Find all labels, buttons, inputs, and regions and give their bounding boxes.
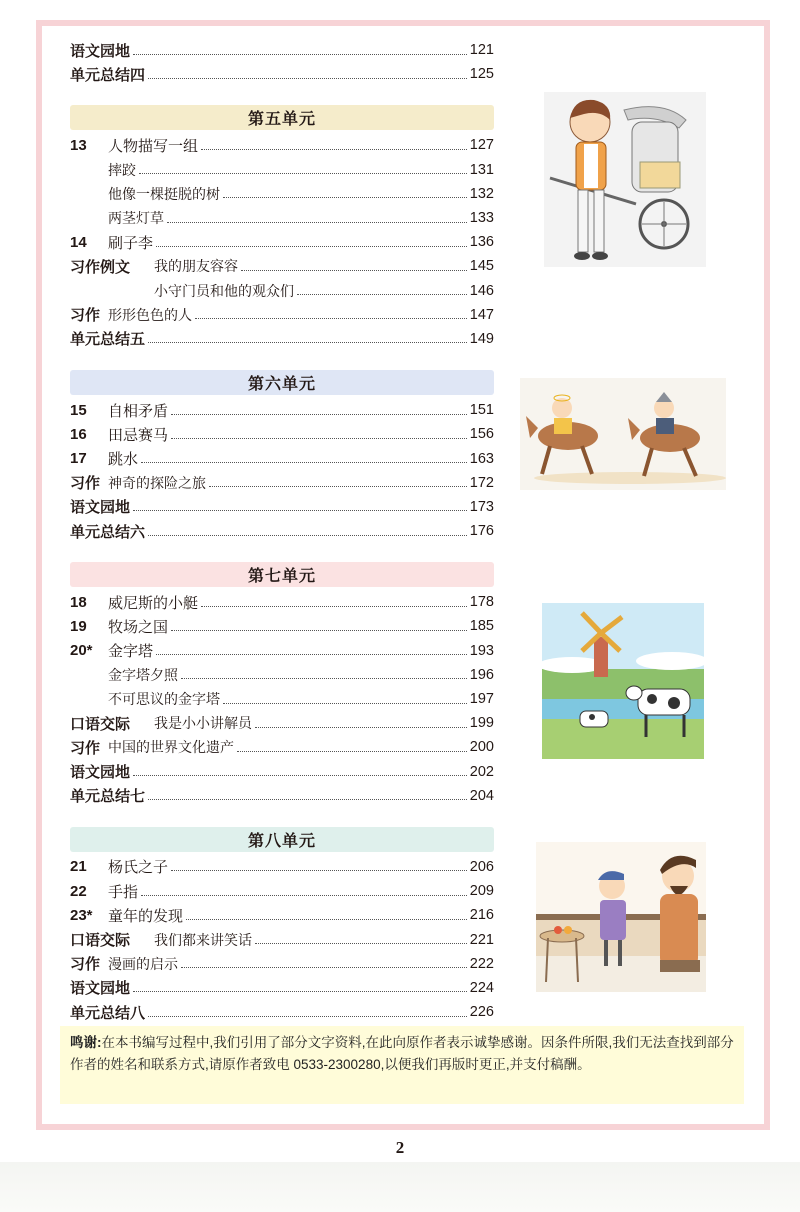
- unit-heading: 第五单元: [70, 105, 494, 130]
- page-ref: 133: [469, 210, 494, 227]
- windmill-pasture-illustration: [542, 603, 704, 759]
- toc-entry: [70, 687, 494, 711]
- lesson-number: 13: [70, 136, 87, 154]
- toc-entry: [70, 976, 494, 1000]
- dot-leader: [186, 919, 467, 920]
- dot-leader: [156, 246, 467, 247]
- toc-entry: [70, 38, 494, 62]
- lesson-title: 跳水: [108, 451, 139, 469]
- toc-entry: [70, 855, 494, 879]
- page-ref: 147: [469, 306, 494, 323]
- unit-heading: 第七单元: [70, 562, 494, 587]
- page-ref: 176: [469, 523, 494, 540]
- dot-leader: [148, 799, 467, 800]
- page-ref: 145: [469, 258, 494, 275]
- section-title: 中国的世界文化遗产: [108, 740, 234, 757]
- section-label: 口语交际: [70, 715, 131, 733]
- section-label: 语文园地: [70, 764, 131, 782]
- lesson-number: 17: [70, 450, 87, 468]
- dot-leader: [139, 173, 467, 174]
- dot-leader: [141, 895, 467, 896]
- yang-son-illustration: [536, 842, 706, 992]
- toc-entry: [70, 639, 494, 663]
- dot-leader: [297, 294, 467, 295]
- dot-leader: [181, 678, 467, 679]
- lesson-number: 21: [70, 858, 87, 876]
- dot-leader: [201, 149, 467, 150]
- dot-leader: [241, 270, 467, 271]
- page-ref: 127: [469, 137, 494, 154]
- dot-leader: [195, 318, 467, 319]
- rickshaw-illustration: [544, 92, 706, 267]
- page-ref: 146: [469, 282, 494, 299]
- dot-leader: [133, 991, 467, 992]
- spacer: [70, 86, 494, 99]
- dot-leader: [133, 775, 467, 776]
- dot-leader: [141, 462, 467, 463]
- page-ref: 196: [469, 666, 494, 683]
- section-title: 漫画的启示: [108, 956, 178, 973]
- lesson-title: 人物描写一组: [108, 137, 199, 155]
- page-ref: 136: [469, 234, 494, 251]
- toc-entry: [70, 519, 494, 543]
- toc-entry: [70, 760, 494, 784]
- page-ref: 178: [469, 594, 494, 611]
- toc-entry: [70, 230, 494, 254]
- page-ref: 200: [469, 739, 494, 756]
- page-ref: 185: [469, 618, 494, 635]
- footer-shade: [0, 1162, 800, 1212]
- lesson-title: 牧场之国: [108, 618, 169, 636]
- section-label: 习作: [70, 307, 101, 325]
- toc-entry: [70, 182, 494, 206]
- toc-entry: [70, 927, 494, 951]
- sub-lesson-title: 不可思议的金字塔: [108, 692, 220, 709]
- page-ref: 226: [469, 1004, 494, 1021]
- lesson-number: 20*: [70, 642, 93, 660]
- page-ref: 172: [469, 474, 494, 491]
- section-label: 习作: [70, 739, 101, 757]
- ack-label: 鸣谢:: [70, 1035, 102, 1050]
- page-ref: 197: [469, 691, 494, 708]
- page-ref: 131: [469, 161, 494, 178]
- unit-heading: 第六单元: [70, 370, 494, 395]
- section-label: 习作: [70, 475, 101, 493]
- toc-entry: [70, 446, 494, 470]
- toc-entry: [70, 614, 494, 638]
- section-title: 我们都来讲笑话: [154, 932, 252, 949]
- page-ref: 156: [469, 426, 494, 443]
- page-ref: 149: [469, 330, 494, 347]
- page-ref: 221: [469, 931, 494, 948]
- toc-entry: [70, 327, 494, 351]
- dot-leader: [171, 414, 467, 415]
- table-of-contents: [70, 38, 494, 1024]
- page-ref: 224: [469, 979, 494, 996]
- lesson-title: 金字塔: [108, 643, 154, 661]
- lesson-title: 杨氏之子: [108, 859, 169, 877]
- toc-entry: [70, 711, 494, 735]
- spacer: [70, 543, 494, 556]
- toc-entry: [70, 279, 494, 303]
- sub-lesson-title: 他像一棵挺脱的树: [108, 186, 220, 203]
- section-label: 语文园地: [70, 42, 131, 60]
- toc-entry: [70, 663, 494, 687]
- dot-leader: [171, 870, 467, 871]
- dot-leader: [148, 535, 467, 536]
- lesson-number: 18: [70, 593, 87, 611]
- page-ref: 206: [469, 858, 494, 875]
- page-ref: 216: [469, 907, 494, 924]
- section-label: 单元总结八: [70, 1004, 146, 1022]
- page-ref: 202: [469, 763, 494, 780]
- toc-entry: [70, 903, 494, 927]
- dot-leader: [133, 54, 467, 55]
- dot-leader: [171, 630, 467, 631]
- dot-leader: [237, 751, 467, 752]
- toc-entry: [70, 422, 494, 446]
- page-ref: 173: [469, 498, 494, 515]
- sub-lesson-title: 金字塔夕照: [108, 667, 178, 684]
- page-ref: 125: [469, 66, 494, 83]
- dot-leader: [255, 727, 467, 728]
- section-title: 我的朋友容容: [154, 259, 238, 276]
- toc-entry: [70, 784, 494, 808]
- dot-leader: [167, 222, 467, 223]
- dot-leader: [148, 1016, 467, 1017]
- toc-entry: [70, 62, 494, 86]
- dot-leader: [223, 703, 467, 704]
- section-label: 习作例文: [70, 258, 131, 276]
- spacer: [70, 351, 494, 364]
- lesson-title: 刷子李: [108, 234, 154, 252]
- lesson-title: 手指: [108, 883, 139, 901]
- toc-entry: [70, 206, 494, 230]
- horse-race-illustration: [520, 378, 726, 490]
- page-ref: 151: [469, 402, 494, 419]
- page-ref: 199: [469, 715, 494, 732]
- dot-leader: [223, 197, 467, 198]
- lesson-title: 童年的发现: [108, 907, 184, 925]
- dot-leader: [201, 606, 467, 607]
- toc-entry: [70, 398, 494, 422]
- toc-entry: [70, 952, 494, 976]
- page-ref: 121: [469, 42, 494, 59]
- section-title: 我是小小讲解员: [154, 716, 252, 733]
- section-title: 神奇的探险之旅: [108, 475, 206, 492]
- section-title: 形形色色的人: [108, 307, 192, 324]
- toc-entry: [70, 133, 494, 157]
- dot-leader: [255, 943, 467, 944]
- toc-entry: [70, 303, 494, 327]
- page-ref: 204: [469, 787, 494, 804]
- dot-leader: [133, 510, 467, 511]
- dot-leader: [209, 486, 467, 487]
- sub-essay-title: 小守门员和他的观众们: [154, 283, 294, 300]
- section-label: 单元总结四: [70, 66, 146, 84]
- section-label: 单元总结七: [70, 788, 146, 806]
- spacer: [70, 808, 494, 821]
- dot-leader: [148, 78, 467, 79]
- lesson-number: 22: [70, 882, 87, 900]
- dot-leader: [171, 438, 467, 439]
- sub-lesson-title: 两茎灯草: [108, 211, 164, 228]
- acknowledgement-box: [60, 1026, 744, 1104]
- section-label: 单元总结五: [70, 331, 146, 349]
- section-label: 语文园地: [70, 980, 131, 998]
- toc-entry: [70, 471, 494, 495]
- toc-entry: [70, 158, 494, 182]
- section-label: 口语交际: [70, 932, 131, 950]
- toc-entry: [70, 590, 494, 614]
- dot-leader: [156, 654, 467, 655]
- unit-heading: 第八单元: [70, 827, 494, 852]
- lesson-title: 田忌赛马: [108, 426, 169, 444]
- toc-entry: [70, 735, 494, 759]
- dot-leader: [148, 342, 467, 343]
- toc-entry: [70, 879, 494, 903]
- toc-entry: [70, 495, 494, 519]
- sub-lesson-title: 摔跤: [108, 162, 136, 179]
- page-ref: 222: [469, 955, 494, 972]
- section-label: 语文园地: [70, 499, 131, 517]
- page-number: 2: [395, 1138, 405, 1157]
- page-ref: 193: [469, 642, 494, 659]
- lesson-number: 23*: [70, 906, 93, 924]
- lesson-number: 14: [70, 233, 87, 251]
- section-label: 单元总结六: [70, 523, 146, 541]
- toc-entry: [70, 1000, 494, 1024]
- page-ref: 163: [469, 450, 494, 467]
- dot-leader: [181, 967, 467, 968]
- lesson-number: 16: [70, 425, 87, 443]
- lesson-number: 15: [70, 401, 87, 419]
- lesson-title: 自相矛盾: [108, 402, 169, 420]
- page-ref: 132: [469, 185, 494, 202]
- lesson-title: 威尼斯的小艇: [108, 594, 199, 612]
- page-ref: 209: [469, 883, 494, 900]
- lesson-number: 19: [70, 617, 87, 635]
- ack-text: 在本书编写过程中,我们引用了部分文字资料,在此向原作者表示诚挚感谢。因条件所限,我们无法查找到部分作者的姓名和联系方式,请原作者致电 0533-2300280,以便我们再版时更正,并支付稿酬。: [70, 1035, 734, 1072]
- toc-entry: [70, 254, 494, 278]
- section-label: 习作: [70, 956, 101, 974]
